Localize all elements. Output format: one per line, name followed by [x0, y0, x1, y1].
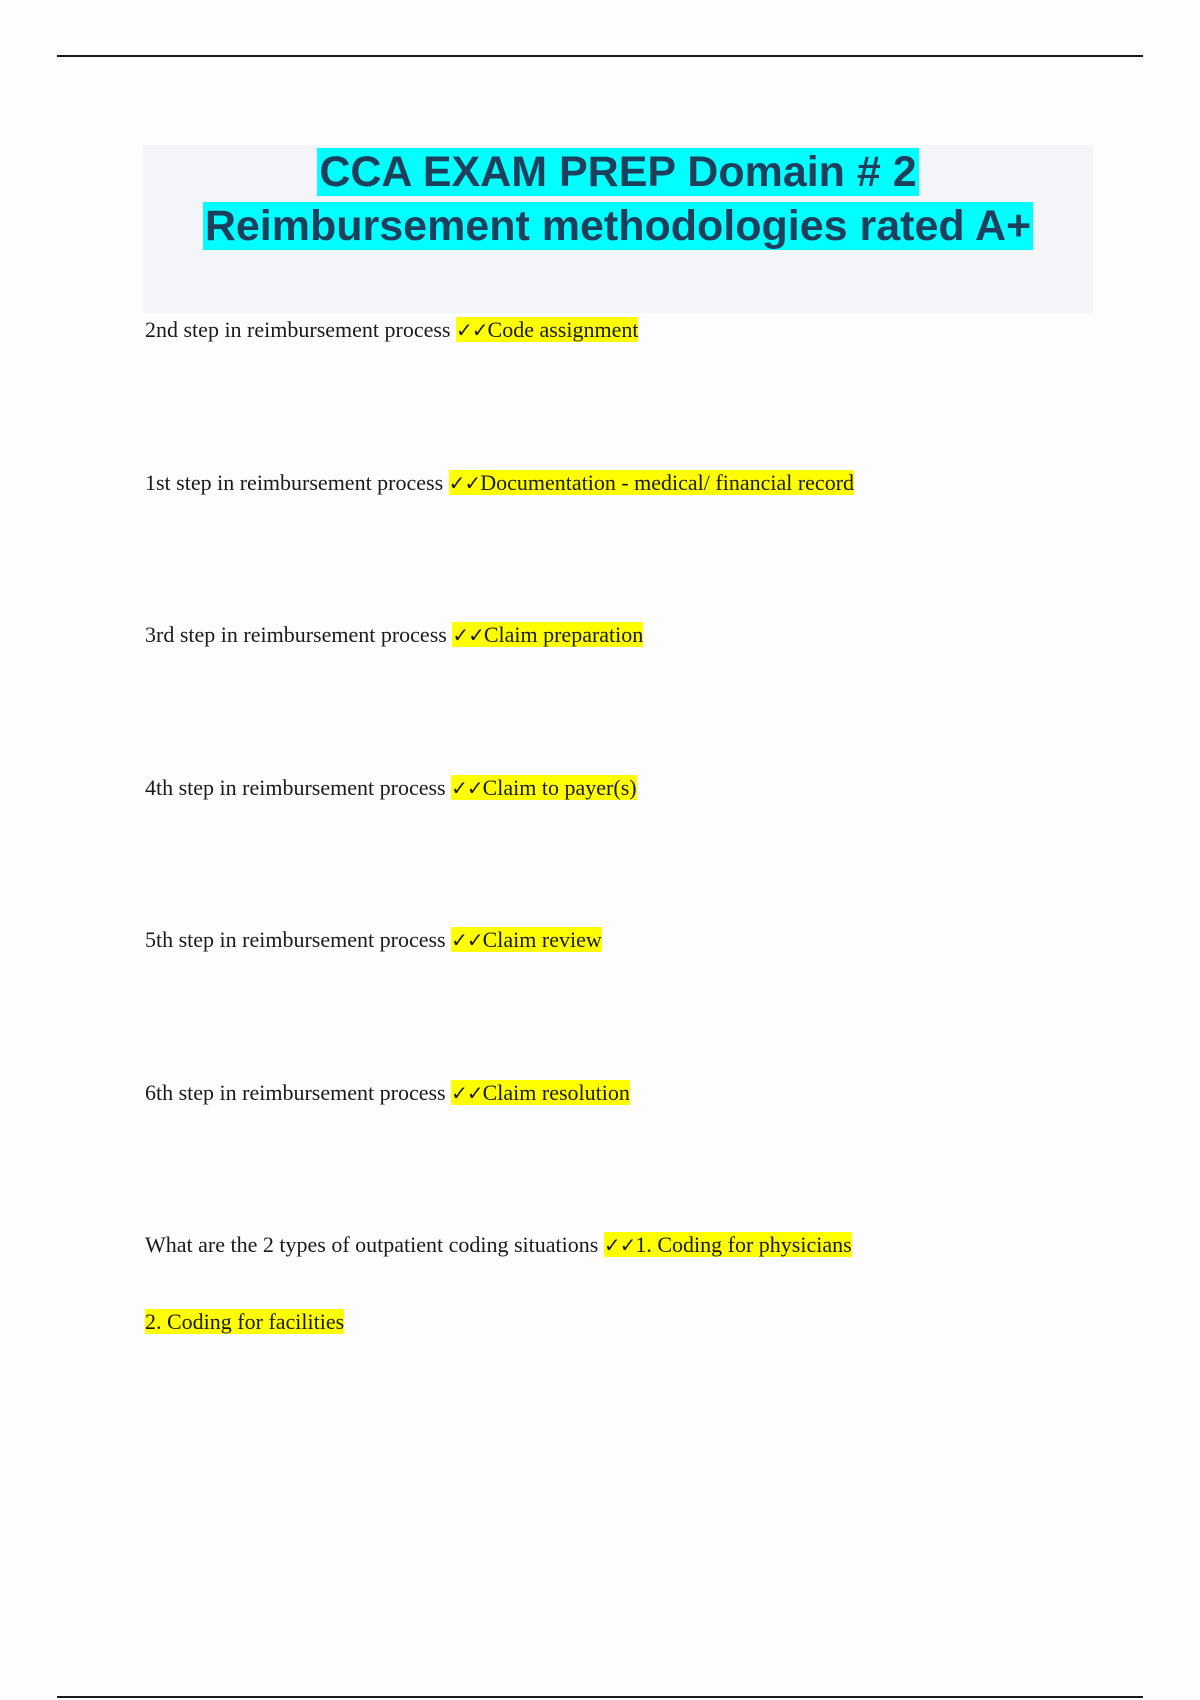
answer-text: Claim review — [482, 927, 602, 952]
question-text: What are the 2 types of outpatient coding situations — [145, 1232, 599, 1257]
question-text: 2nd step in reimbursement process — [145, 317, 451, 342]
check-icon: ✓✓ — [603, 1233, 636, 1257]
qa-answer-continued — [145, 1308, 344, 1336]
qa-item — [145, 1079, 630, 1107]
answer-highlight — [452, 622, 643, 647]
answer-highlight — [604, 1232, 852, 1257]
answer-highlight — [449, 470, 854, 495]
answer-highlight — [451, 775, 636, 800]
title-text-1: CCA EXAM PREP Domain # 2 — [319, 148, 917, 196]
check-icon: ✓✓ — [456, 318, 488, 342]
bottom-rule — [57, 1696, 1143, 1698]
title-text-2: Reimbursement methodologies rated A+ — [204, 202, 1032, 250]
question-text: 3rd step in reimbursement process — [145, 622, 447, 647]
answer-highlight — [145, 1309, 344, 1334]
answer-text: Code assignment — [487, 317, 639, 342]
answer-highlight — [451, 927, 602, 952]
qa-item — [145, 774, 637, 802]
question-text: 1st step in reimbursement process — [145, 470, 444, 495]
title-block — [143, 145, 1093, 313]
title-line-1 — [143, 145, 1093, 199]
answer-highlight — [451, 1080, 630, 1105]
question-text: 6th step in reimbursement process — [145, 1080, 446, 1105]
answer-highlight — [456, 317, 638, 342]
answer-text: Claim resolution — [482, 1080, 630, 1105]
qa-item — [145, 926, 602, 954]
qa-item — [145, 316, 638, 344]
qa-item — [145, 621, 643, 649]
check-icon: ✓✓ — [451, 776, 483, 800]
answer-text: Documentation - medical/ financial record — [480, 470, 855, 495]
question-text: 4th step in reimbursement process — [145, 775, 446, 800]
title-line-2 — [143, 199, 1093, 253]
check-icon: ✓✓ — [448, 471, 481, 495]
check-icon: ✓✓ — [451, 1081, 483, 1105]
answer-text: 2. Coding for facilities — [145, 1309, 345, 1334]
check-icon: ✓✓ — [451, 928, 483, 952]
top-rule — [57, 55, 1143, 57]
check-icon: ✓✓ — [452, 623, 484, 647]
qa-item — [145, 1231, 852, 1259]
answer-text: 1. Coding for physicians — [635, 1232, 852, 1257]
qa-item — [145, 469, 854, 497]
question-text: 5th step in reimbursement process — [145, 927, 446, 952]
answer-text: Claim to payer(s) — [482, 775, 637, 800]
answer-text: Claim preparation — [483, 622, 644, 647]
